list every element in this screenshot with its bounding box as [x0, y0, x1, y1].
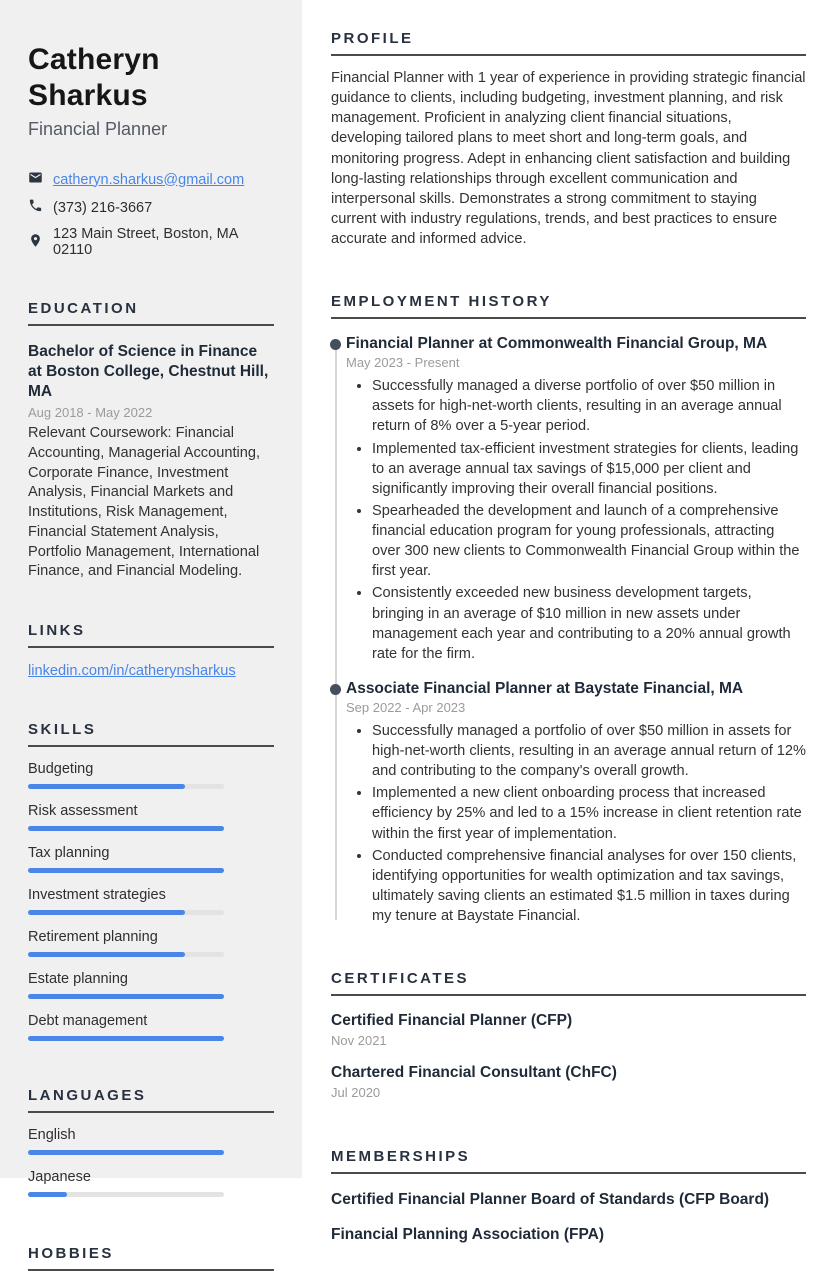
- education-description: Relevant Coursework: Financial Accounting, Managerial Accounting, Corporate Finance, Investment Analysis, Financial Markets and Institutions, Risk Management, Financial Statement Analysis, Portfolio Management, International Finance, and Financial Modeling.: [28, 425, 261, 580]
- skill-item: [28, 761, 274, 789]
- language-bar: [28, 1192, 224, 1197]
- skill-item: [28, 803, 274, 831]
- employment-section: [331, 293, 806, 926]
- job-bullet: • Conducted comprehensive financial analyses for over 150 clients, identifying opportunities for wealth optimization and tax savings, ultimately saving clients an estimated $1.5 million in taxes during my tenure at Baystate Financial.: [372, 846, 806, 927]
- certificate-date: Jul 2020: [331, 1085, 381, 1101]
- certificate-date: Nov 2021: [331, 1033, 387, 1049]
- memberships-heading: MEMBERSHIPS: [331, 1148, 806, 1174]
- job-title: Financial Planner at Commonwealth Financial Group, MA: [346, 335, 768, 353]
- certificate-title: Chartered Financial Consultant (ChFC): [331, 1064, 617, 1082]
- job-bullet: • Implemented tax-efficient investment strategies for clients, leading to an average annual tax savings of $15,000 per client and significantly improving their overall financial positions.: [372, 439, 806, 499]
- job-bullet: • Successfully managed a diverse portfolio of over $50 million in assets for high-net-worth clients, resulting in an average annual return of 8% over a 5-year period.: [372, 376, 806, 436]
- contact-block: [28, 170, 274, 258]
- skill-item: [28, 971, 274, 999]
- employment-timeline: [331, 335, 806, 926]
- skills-section: [28, 721, 274, 1041]
- links-section: [28, 622, 274, 679]
- skill-bar: [28, 868, 224, 873]
- membership-item: Certified Financial Planner Board of Standards (CFP Board): [331, 1191, 770, 1209]
- phone-icon: [28, 198, 43, 217]
- skill-label: Risk assessment: [28, 802, 138, 819]
- linkedin-link[interactable]: linkedin.com/in/catherynsharkus: [28, 662, 236, 679]
- phone-value: (373) 216-3667: [53, 199, 153, 216]
- skill-label: Budgeting: [28, 760, 94, 777]
- location-icon: [28, 233, 43, 252]
- job-dates: Sep 2022 - Apr 2023: [346, 699, 466, 715]
- job-bullet: • Successfully managed a portfolio of over $50 million in assets for high-net-worth clients, resulting in an average annual return of 12% and contributing to the company's overall growth.: [372, 721, 806, 781]
- skill-label: Retirement planning: [28, 928, 158, 945]
- skill-bar-fill: [28, 910, 185, 915]
- language-item: [28, 1127, 274, 1155]
- contact-phone-row: [28, 198, 274, 217]
- skill-label: Debt management: [28, 1012, 148, 1029]
- language-label: English: [28, 1126, 76, 1143]
- link-item: [28, 663, 274, 679]
- timeline-dot-icon: [330, 339, 341, 350]
- job-dates: May 2023 - Present: [346, 355, 460, 371]
- certificates-section: [331, 970, 806, 1100]
- job-bullet-list: [372, 376, 806, 664]
- job-bullet: • Consistently exceeded new business development targets, bringing in an average of $10 million in new assets under management each year and contributing to a 20% annual growth rate for the firm.: [372, 583, 806, 664]
- email-link[interactable]: catheryn.sharkus@gmail.com: [53, 171, 245, 188]
- candidate-title: Financial Planner: [28, 119, 168, 139]
- education-dates: Aug 2018 - May 2022: [28, 405, 153, 421]
- skill-bar-fill: [28, 952, 185, 957]
- main-column: [302, 0, 833, 1244]
- skill-item: [28, 887, 274, 915]
- skills-heading: SKILLS: [28, 721, 274, 747]
- skill-bar: [28, 952, 224, 957]
- languages-heading: LANGUAGES: [28, 1087, 274, 1113]
- job-entry: [331, 680, 806, 926]
- profile-heading: PROFILE: [331, 30, 806, 56]
- contact-email-row: [28, 170, 274, 189]
- skill-bar-fill: [28, 1036, 224, 1041]
- job-bullet: • Spearheaded the development and launch of a comprehensive financial education program for young professionals, attracting over 300 new clients to Commonwealth Financial Group within the first year.: [372, 501, 806, 582]
- language-label: Japanese: [28, 1168, 91, 1185]
- certificate-title: Certified Financial Planner (CFP): [331, 1012, 573, 1030]
- skill-label: Investment strategies: [28, 886, 166, 903]
- skill-label: Estate planning: [28, 970, 128, 987]
- skill-bar-fill: [28, 784, 185, 789]
- education-section: [28, 300, 274, 582]
- skill-bar: [28, 784, 224, 789]
- certificate-item: [331, 1064, 806, 1100]
- skill-item: [28, 845, 274, 873]
- language-bar-fill: [28, 1150, 224, 1155]
- candidate-name: Catheryn Sharkus: [28, 43, 160, 112]
- certificates-heading: CERTIFICATES: [331, 970, 806, 996]
- skill-label: Tax planning: [28, 844, 110, 861]
- sidebar: [0, 0, 302, 1262]
- skill-item: [28, 1013, 274, 1041]
- languages-section: [28, 1087, 274, 1197]
- job-bullet-list: [372, 721, 806, 926]
- skill-bar: [28, 1036, 224, 1041]
- certificate-item: [331, 1012, 806, 1048]
- skill-bar: [28, 826, 224, 831]
- skill-bar-fill: [28, 826, 224, 831]
- skill-bar: [28, 994, 224, 999]
- skill-item: [28, 929, 274, 957]
- timeline-dot-icon: [330, 684, 341, 695]
- skill-bar-fill: [28, 868, 224, 873]
- hobbies-heading: HOBBIES: [28, 1245, 274, 1271]
- profile-text: Financial Planner with 1 year of experience in providing strategic financial guidance to clients, including budgeting, investment planning, and risk management. Proficient in analyzing client financial situations, developing tailored plans to meet short and long-term goals, and monitoring progress. Adept in enhancing client satisfaction and building long-lasting relationships through excellent communication and interpersonal skills. Demonstrates a strong commitment to staying current with industry regulations, trends, and best practices to ensure accurate and informed advice.: [331, 70, 806, 247]
- hobbies-section: [28, 1245, 274, 1271]
- job-title: Associate Financial Planner at Baystate Financial, MA: [346, 679, 744, 697]
- language-bar-fill: [28, 1192, 67, 1197]
- profile-section: [331, 30, 806, 249]
- employment-heading: EMPLOYMENT HISTORY: [331, 293, 806, 319]
- membership-item: Financial Planning Association (FPA): [331, 1226, 604, 1244]
- email-icon: [28, 170, 43, 189]
- address-value: 123 Main Street, Boston, MA 02110: [53, 226, 238, 258]
- links-heading: LINKS: [28, 622, 274, 648]
- skills-list: [28, 761, 274, 1041]
- education-heading: EDUCATION: [28, 300, 274, 326]
- languages-list: [28, 1127, 274, 1197]
- skill-bar-fill: [28, 994, 224, 999]
- language-item: [28, 1169, 274, 1197]
- job-entry: [331, 335, 806, 664]
- skill-bar: [28, 910, 224, 915]
- education-degree: Bachelor of Science in Finance at Boston College, Chestnut Hill, MA: [28, 343, 269, 401]
- memberships-section: [331, 1148, 806, 1244]
- language-bar: [28, 1150, 224, 1155]
- job-bullet: • Implemented a new client onboarding process that increased efficiency by 25% and led to a 15% increase in client retention rate within the first year of implementation.: [372, 783, 806, 843]
- contact-address-row: [28, 226, 274, 258]
